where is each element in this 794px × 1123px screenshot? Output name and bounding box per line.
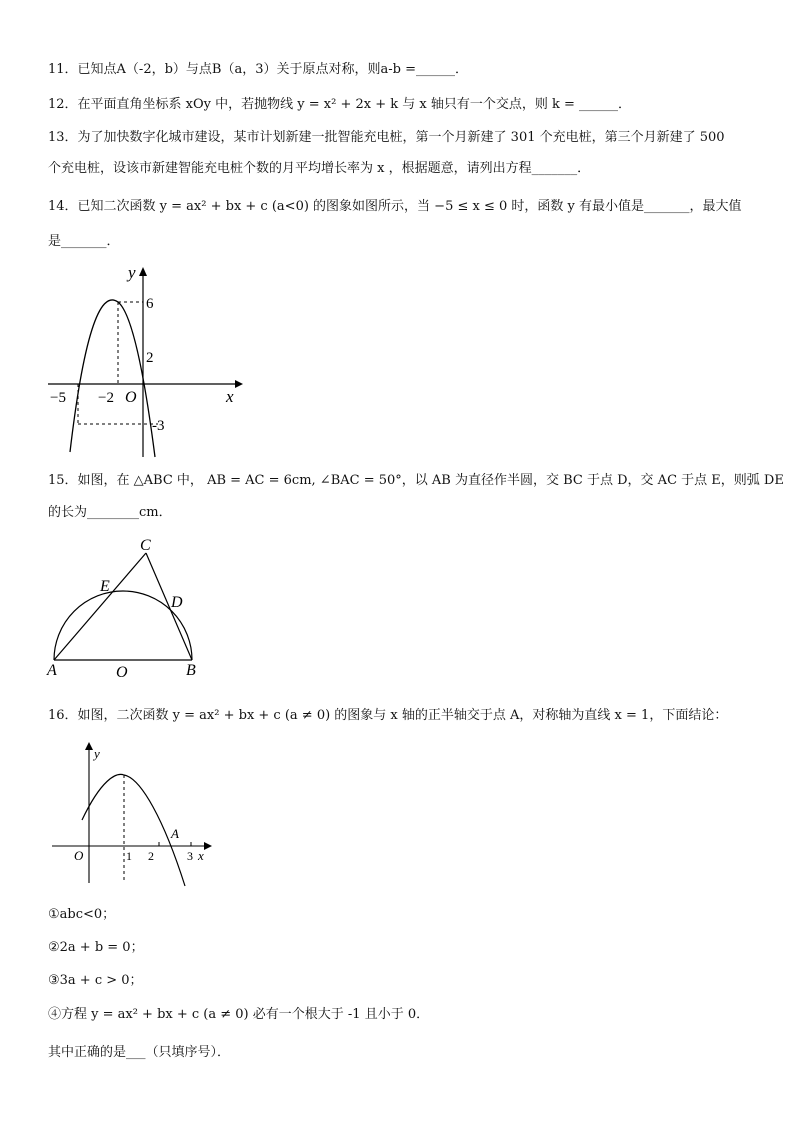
q15-triangle-semicircle-figure — [40, 533, 215, 683]
question-13-line-1: 13．为了加快数字化城市建设，某市计划新建一批智能充电桩，第一个月新建了 301 个充电桩，第三个月新建了 500 — [48, 130, 725, 145]
x-axis-label: x — [226, 387, 234, 406]
tick-label-neg3: -3 — [152, 418, 165, 434]
tick-label-6: 6 — [146, 296, 154, 312]
origin-label: O — [74, 848, 84, 863]
question-12: 12．在平面直角坐标系 xOy 中，若抛物线 y = x² + 2x + k 与 x 轴只有一个交点，则 k = ______． — [48, 97, 632, 112]
option-2: ②2a + b = 0； — [48, 940, 144, 955]
segment-BC — [146, 553, 192, 660]
label-B: B — [186, 662, 196, 679]
label-O: O — [116, 664, 128, 681]
question-14-line-2: 是_______． — [48, 234, 120, 249]
y-axis-arrow-icon — [85, 742, 93, 750]
label-D: D — [171, 594, 183, 611]
segment-AC — [54, 553, 146, 660]
option-1: ①abc<0； — [48, 907, 116, 922]
parabola-curve — [82, 774, 185, 886]
question-15-line-1: 15．如图，在 △ABC 中， AB = AC = 6cm, ∠BAC = 50°，以 AB 为直径作半圆，交 BC 于点 D，交 AC 于点 E，则弧 DE — [48, 473, 784, 488]
label-C: C — [140, 537, 151, 554]
question-14-line-1: 14．已知二次函数 y = ax² + bx + c (a<0) 的图象如图所示，当 −5 ≤ x ≤ 0 时，函数 y 有最小值是_______，最大值 — [48, 199, 742, 214]
x-axis-arrow-icon — [235, 380, 243, 388]
option-3: ③3a + c > 0； — [48, 973, 143, 988]
label-A: A — [47, 662, 57, 679]
tick-label-3: 3 — [187, 849, 193, 863]
tick-label-2: 2 — [148, 849, 154, 863]
question-16: 16．如图，二次函数 y = ax² + bx + c (a ≠ 0) 的图象与 x 轴的正半轴交于点 A，对称轴为直线 x = 1，下面结论： — [48, 708, 728, 723]
answer-prompt: 其中正确的是___（只填序号）． — [48, 1045, 231, 1060]
question-13-line-2: 个充电桩，设该市新建智能充电桩个数的月平均增长率为 x ，根据题意，请列出方程_______． — [48, 161, 591, 176]
y-axis-label: y — [94, 746, 100, 761]
q16-parabola-figure — [46, 740, 216, 890]
tick-label-neg2: −2 — [98, 390, 114, 406]
y-axis-arrow-icon — [139, 267, 147, 276]
question-15-line-2: 的长为________cm． — [48, 505, 172, 520]
origin-label: O — [125, 389, 137, 406]
x-axis-label: x — [198, 848, 204, 863]
q14-parabola-figure — [40, 262, 250, 462]
option-4: ④方程 y = ax² + bx + c (a ≠ 0) 必有一个根大于 -1 且小于 0． — [48, 1007, 430, 1022]
label-E: E — [100, 578, 110, 595]
tick-label-2: 2 — [146, 350, 154, 366]
y-axis-label: y — [128, 263, 136, 282]
point-A-label: A — [171, 826, 179, 841]
parabola-curve — [70, 300, 155, 457]
question-11: 11．已知点A（-2，b）与点B（a，3）关于原点对称，则a-b =______． — [48, 62, 468, 77]
x-axis-arrow-icon — [204, 842, 212, 850]
tick-label-1: 1 — [126, 849, 132, 863]
tick-label-neg5: −5 — [50, 390, 66, 406]
